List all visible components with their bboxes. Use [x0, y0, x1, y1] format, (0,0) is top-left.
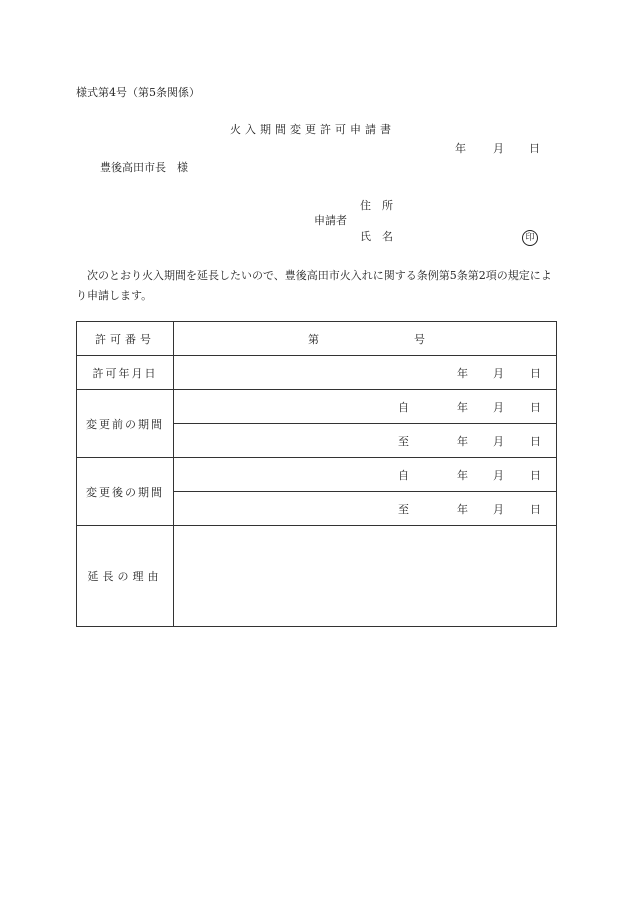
after-from-year: 年 [457, 468, 468, 482]
permit-number-row [77, 322, 557, 356]
permit-number-label: 許可番号 [77, 322, 174, 356]
permit-date-month: 月 [493, 366, 504, 380]
after-to-cell[interactable] [174, 492, 557, 526]
permit-number-prefix: 第 [308, 332, 319, 346]
before-to-year: 年 [457, 434, 468, 448]
permit-date-row [77, 356, 557, 390]
before-from-year: 年 [457, 400, 468, 414]
recipient: 豊後高田市長 様 [100, 161, 188, 174]
after-from-month: 月 [493, 468, 504, 482]
reason-label: 延長の理由 [77, 526, 174, 627]
address-label: 住 所 [360, 199, 393, 212]
permit-number-suffix: 号 [414, 332, 425, 346]
header-date-month: 月 [493, 142, 504, 155]
header-date-year: 年 [455, 142, 466, 155]
before-to-day: 日 [530, 434, 541, 448]
header-date-day: 日 [529, 142, 540, 155]
before-from-row [77, 390, 557, 424]
permit-date-year: 年 [457, 366, 468, 380]
form-number: 様式第4号（第5条関係） [76, 86, 200, 99]
permit-number-cell[interactable] [174, 322, 557, 356]
before-to-marker: 至 [398, 434, 409, 448]
after-to-year: 年 [457, 502, 468, 516]
applicant-label: 申請者 [314, 214, 347, 227]
permit-date-label: 許可年月日 [77, 356, 174, 390]
after-to-day: 日 [530, 502, 541, 516]
document-title: 火入期間変更許可申請書 [230, 123, 395, 136]
after-from-marker: 自 [398, 468, 409, 482]
before-to-month: 月 [493, 434, 504, 448]
seal-mark: 印 [522, 230, 538, 246]
permit-date-cell[interactable] [174, 356, 557, 390]
after-to-month: 月 [493, 502, 504, 516]
before-from-month: 月 [493, 400, 504, 414]
after-period-label: 変更後の期間 [77, 458, 174, 526]
before-from-cell[interactable] [174, 390, 557, 424]
application-statement: 次のとおり火入期間を延長したいので、豊後高田市火入れに関する条例第5条第2項の規定により申請します。 [76, 269, 552, 302]
permit-date-day: 日 [530, 366, 541, 380]
before-from-day: 日 [530, 400, 541, 414]
after-from-cell[interactable] [174, 458, 557, 492]
reason-cell[interactable] [174, 526, 557, 627]
after-from-day: 日 [530, 468, 541, 482]
before-period-label: 変更前の期間 [77, 390, 174, 458]
reason-row [77, 526, 557, 627]
after-to-marker: 至 [398, 502, 409, 516]
before-to-cell[interactable] [174, 424, 557, 458]
name-label: 氏 名 [360, 230, 393, 243]
before-from-marker: 自 [398, 400, 409, 414]
after-from-row [77, 458, 557, 492]
application-table [76, 321, 557, 627]
